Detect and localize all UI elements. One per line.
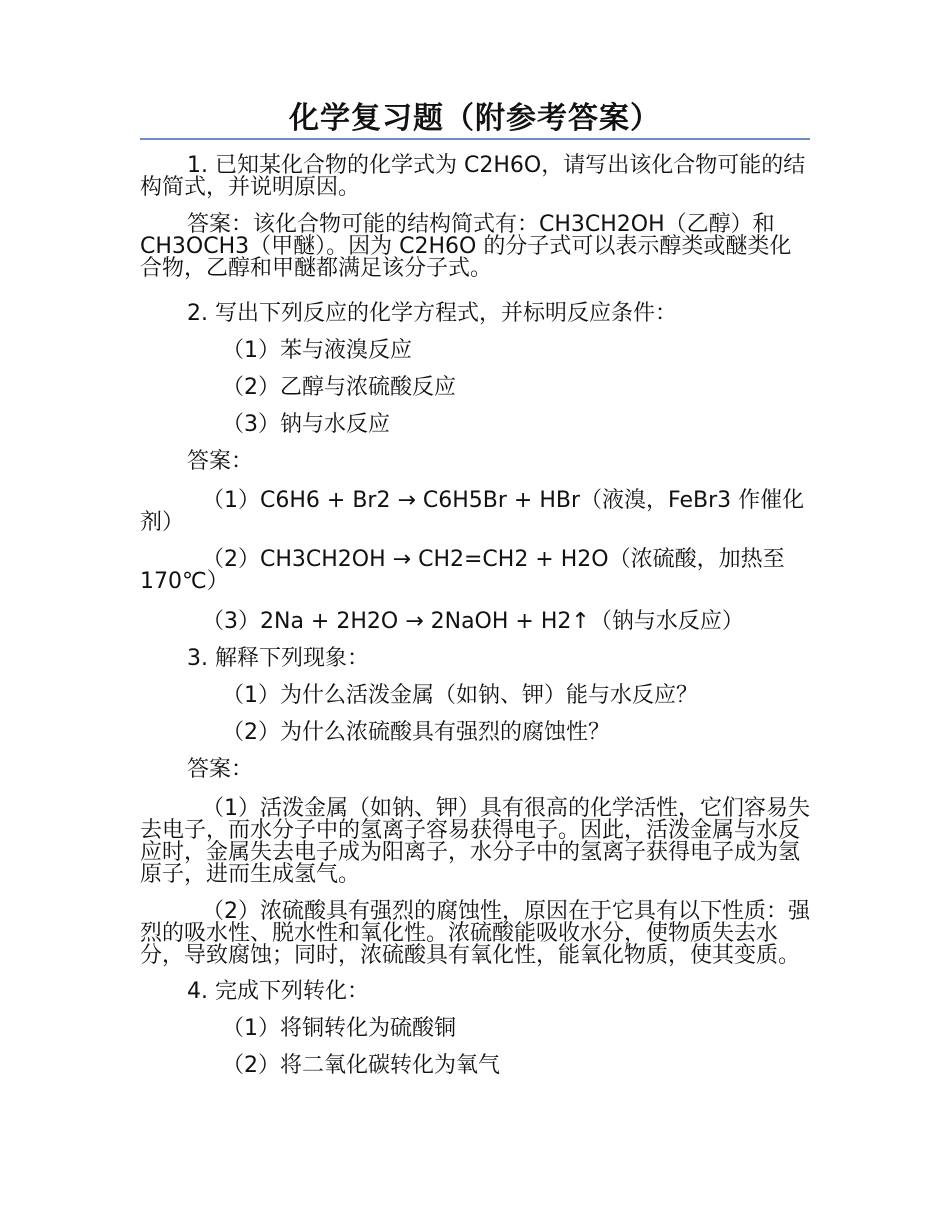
answer-3-item: （2）浓硫酸具有强烈的腐蚀性，原因在于它具有以下性质：强烈的吸水性、脱水性和氧化性。浓硫酸能吸收水分，使物质失去水分，导致腐蚀；同时，浓硫酸具有氧化性，能氧化物质，使其变质。 [140,899,810,968]
question-2-item: （3）钠与水反应 [222,412,390,437]
question-4-item: （2）将二氧化碳转化为氧气 [222,1053,500,1078]
page-title: 化学复习题（附参考答案） [289,101,661,136]
question-4: 4. 完成下列转化： [187,979,369,1004]
question-3-item: （2）为什么浓硫酸具有强烈的腐蚀性？ [222,720,610,745]
title-block [140,100,810,140]
question-2: 2. 写出下列反应的化学方程式，并标明反应条件： [187,301,677,326]
answer-1: 答案：该化合物可能的结构简式有：CH3CH2OH（乙醇）和 CH3OCH3（甲醚）。因为 C2H6O 的分子式可以表示醇类或醚类化合物，乙醇和甲醚都满足该分子式。 [140,212,792,281]
question-3: 3. 解释下列现象： [187,646,369,671]
question-2-item: （1）苯与液溴反应 [222,338,412,363]
question-4-item: （1）将铜转化为硫酸铜 [222,1016,456,1041]
question-3-item: （1）为什么活泼金属（如钠、钾）能与水反应？ [222,683,698,708]
answer-2-item: （3）2Na + 2H2O → 2NaOH + H2↑（钠与水反应） [202,609,744,634]
question-1: 1. 已知某化合物的化学式为 C2H6O，请写出该化合物可能的结构简式，并说明原因。 [140,153,806,200]
document-body [140,155,810,1084]
answer-2-item: （1）C6H6 + Br2 → C6H5Br + HBr（液溴，FeBr3 作催化剂） [140,488,805,535]
answer-3-label: 答案： [187,757,254,782]
answer-2-label: 答案： [187,449,254,474]
question-2-item: （2）乙醇与浓硫酸反应 [222,375,456,400]
answer-2-item: （2）CH3CH2OH → CH2=CH2 + H2O（浓硫酸，加热至 170℃） [140,547,785,594]
answer-3-item: （1）活泼金属（如钠、钾）具有很高的化学活性，它们容易失去电子，而水分子中的氢离子容易获得电子。因此，活泼金属与水反应时，金属失去电子成为阳离子，水分子中的氢离子获得电子成为氢原子，进而生成氢气。 [140,796,810,887]
